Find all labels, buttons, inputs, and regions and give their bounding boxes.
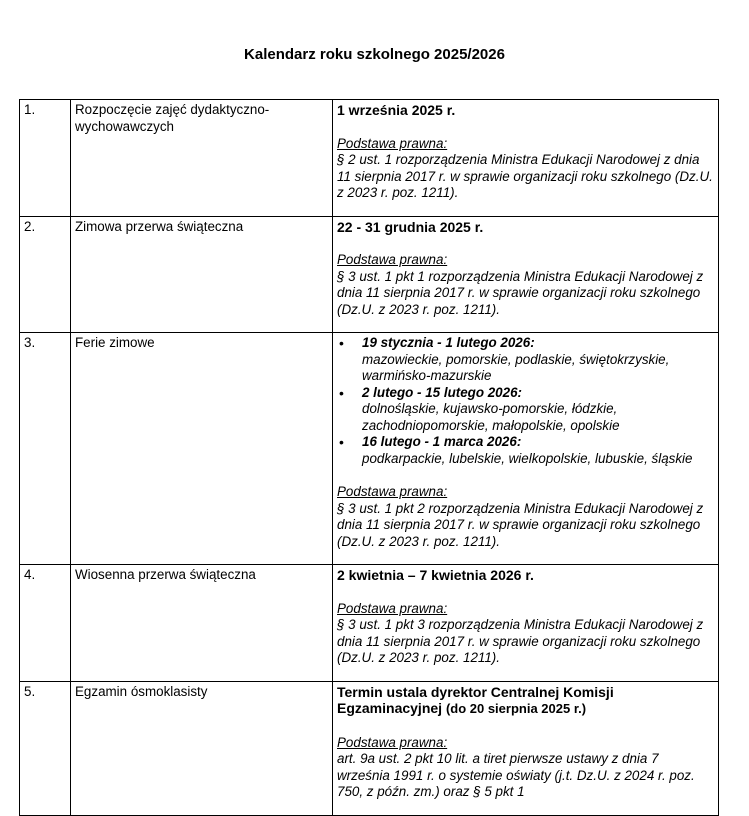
legal-basis-text: § 3 ust. 1 pkt 3 rozporządzenia Ministra Edukacji Narodowej z dnia 11 sierpnia 2017 r. w sprawie organizacji roku szkolnego (Dz.U. z 2023 r. poz. 1211). — [337, 617, 704, 665]
event-date: 22 - 31 grudnia 2025 r. — [337, 218, 484, 235]
table-row — [20, 333, 719, 565]
school-calendar-table — [19, 99, 719, 816]
legal-basis-label: Podstawa prawna: — [337, 484, 448, 499]
list-item — [362, 335, 714, 385]
period-dates: • 2 lutego - 15 lutego 2026: — [362, 384, 522, 400]
event-details — [333, 333, 719, 565]
legal-basis-text: § 3 ust. 1 pkt 1 rozporządzenia Ministra Edukacji Narodowej z dnia 11 sierpnia 2017 r. w sprawie organizacji roku szkolnego (Dz.U. z 2023 r. poz. 1211). — [337, 268, 704, 317]
event-details — [333, 565, 719, 682]
row-number: 1. — [20, 100, 71, 217]
row-number: 3. — [20, 333, 71, 565]
row-number: 2. — [20, 216, 71, 333]
period-regions: mazowieckie, pomorskie, podlaskie, świętokrzyskie, warmińsko-mazurskie — [362, 351, 670, 383]
event-date-heading — [337, 684, 714, 718]
legal-basis-text: § 3 ust. 1 pkt 2 rozporządzenia Ministra Edukacji Narodowej z dnia 11 sierpnia 2017 r. w sprawie organizacji roku szkolnego (Dz.U. z 2023 r. poz. 1211). — [337, 500, 704, 549]
period-regions: podkarpackie, lubelskie, wielkopolskie, lubuskie, śląskie — [362, 450, 693, 466]
event-name: Ferie zimowe — [71, 333, 333, 565]
legal-basis-label: Podstawa prawna: — [337, 252, 448, 267]
event-name: Zimowa przerwa świąteczna — [71, 216, 333, 333]
period-regions: dolnośląskie, kujawsko-pomorskie, łódzkie, zachodniopomorskie, małopolskie, opolskie — [362, 401, 620, 433]
legal-basis-label: Podstawa prawna: — [337, 734, 448, 750]
event-date: 1 września 2025 r. — [337, 102, 456, 118]
event-details — [333, 100, 719, 217]
row-number: 5. — [20, 681, 71, 815]
event-name: Wiosenna przerwa świąteczna — [71, 565, 333, 682]
event-details — [333, 681, 719, 815]
table-row — [20, 681, 719, 815]
event-date-note: (do 20 sierpnia 2025 r.) — [445, 701, 587, 716]
document-title: Kalendarz roku szkolnego 2025/2026 — [244, 46, 505, 63]
table-row — [20, 216, 719, 333]
period-dates: • 19 stycznia - 1 lutego 2026: — [362, 335, 535, 350]
event-date: Termin ustala dyrektor Centralnej Komisji Egzaminacyjnej — [337, 683, 614, 716]
list-item — [362, 434, 714, 467]
period-dates: • 16 lutego - 1 marca 2026: — [362, 434, 522, 449]
table-row — [20, 565, 719, 682]
legal-basis-text: art. 9a ust. 2 pkt 10 lit. a tiret pierwsze ustawy z dnia 7 września 1991 r. o systemie oświaty (j.t. Dz.U. z 2024 r. poz. 750, z późn. zm.) oraz § 5 pkt 1 — [337, 751, 695, 799]
event-name: Rozpoczęcie zajęć dydaktyczno-wychowawczych — [71, 100, 333, 217]
list-item — [362, 385, 714, 435]
event-details — [333, 216, 719, 333]
winter-break-periods-list — [337, 335, 714, 467]
event-name: Egzamin ósmoklasisty — [71, 681, 333, 815]
legal-basis-label: Podstawa prawna: — [337, 600, 448, 616]
legal-basis-label: Podstawa prawna: — [337, 135, 448, 151]
legal-basis-text: § 2 ust. 1 rozporządzenia Ministra Edukacji Narodowej z dnia 11 sierpnia 2017 r. w sprawie organizacji roku szkolnego (Dz.U. z 2023 r. poz. 1211). — [337, 152, 713, 200]
table-row — [20, 100, 719, 217]
event-date: 2 kwietnia – 7 kwietnia 2026 r. — [337, 567, 534, 583]
row-number: 4. — [20, 565, 71, 682]
